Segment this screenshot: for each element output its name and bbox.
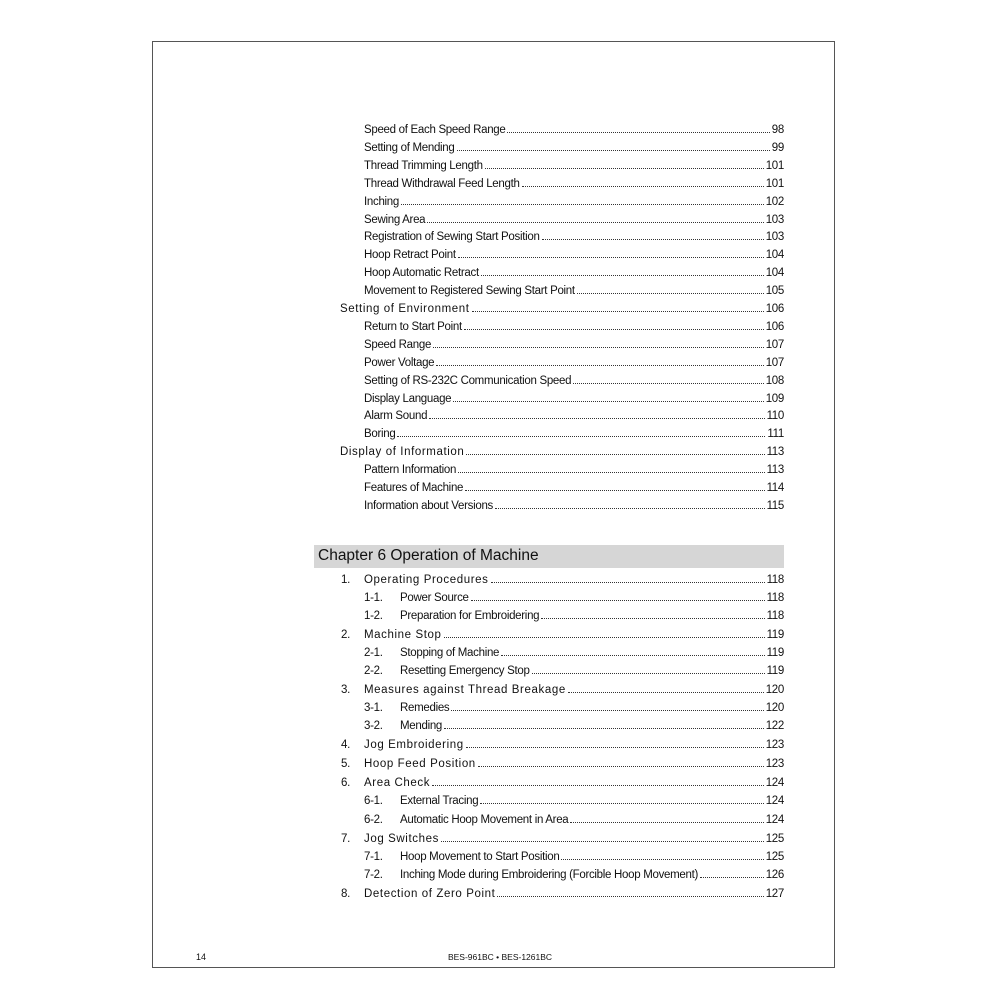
toc-entry-page: 104	[765, 249, 784, 262]
toc-entry-title: Measures against Thread Breakage	[364, 684, 566, 696]
toc-entry-page: 101	[765, 159, 784, 172]
toc-entry-page: 119	[766, 665, 784, 677]
leader-dots	[561, 858, 763, 860]
leader-dots	[507, 131, 769, 133]
toc-section-entry[interactable]	[340, 446, 784, 464]
toc-entry-number: 3-2.	[364, 720, 383, 732]
leader-dots	[401, 203, 764, 205]
leader-dots	[495, 507, 765, 509]
toc-entry[interactable]	[364, 869, 784, 887]
toc-entry-page: 103	[765, 231, 784, 244]
toc-entry-title: Area Check	[364, 777, 431, 789]
toc-entry[interactable]	[364, 702, 784, 720]
toc-entry-number: 5.	[341, 758, 350, 770]
leader-dots	[471, 599, 765, 601]
toc-entry-number: 6.	[341, 777, 350, 789]
leader-dots	[497, 895, 763, 897]
leader-dots	[542, 238, 764, 240]
leader-dots	[568, 691, 764, 693]
leader-dots	[465, 489, 764, 491]
toc-section-entry[interactable]	[341, 574, 784, 592]
leader-dots	[427, 221, 763, 223]
leader-dots	[433, 346, 764, 348]
toc-entry-page: 120	[765, 684, 784, 696]
toc-entry-number: 1.	[341, 574, 350, 586]
toc-entry-title: Detection of Zero Point	[364, 888, 496, 900]
leader-dots	[472, 310, 764, 312]
toc-entry-title: Hoop Movement to Start Position	[400, 851, 560, 863]
toc-entry-number: 2-2.	[364, 665, 383, 677]
toc-entry[interactable]	[364, 321, 784, 339]
toc-entry-page: 120	[765, 702, 784, 714]
toc-section-entry[interactable]	[341, 888, 784, 906]
leader-dots	[453, 400, 763, 402]
toc-entry-number: 1-1.	[364, 592, 383, 604]
toc-entry-number: 4.	[341, 739, 350, 751]
toc-entry-title: Display Language	[364, 392, 452, 405]
toc-entry-number: 7-1.	[364, 851, 383, 863]
toc-entry-title: Information about Versions	[364, 499, 494, 512]
toc-entry-page: 103	[765, 213, 784, 226]
toc-entry-title: Mending	[400, 720, 443, 732]
toc-entry-title: Hoop Retract Point	[364, 249, 456, 262]
leader-dots	[466, 746, 764, 748]
toc-entry-title: Resetting Emergency Stop	[400, 665, 530, 677]
toc-entry-number: 6-2.	[364, 814, 383, 826]
toc-entry-title: Display of Information	[340, 446, 465, 459]
toc-entry[interactable]	[364, 795, 784, 813]
toc-entry[interactable]	[364, 665, 784, 683]
toc-entry-title: Movement to Registered Sewing Start Point	[364, 285, 575, 298]
toc-entry-page: 119	[766, 647, 784, 659]
toc-entry-title: Return to Start Point	[364, 320, 462, 333]
leader-dots	[478, 765, 764, 767]
toc-entry-title: Thread Trimming Length	[364, 159, 483, 172]
toc-entry-page: 123	[765, 739, 784, 751]
toc-entry-title: Pattern Information	[364, 464, 457, 477]
leader-dots	[444, 636, 765, 638]
toc-entry-page: 118	[766, 574, 784, 586]
toc-section-entry[interactable]	[341, 684, 784, 702]
toc-section-entry[interactable]	[341, 833, 784, 851]
toc-entry-number: 1-2.	[364, 610, 383, 622]
leader-dots	[577, 292, 764, 294]
leader-dots	[458, 256, 764, 258]
toc-entry-page: 124	[765, 795, 784, 807]
leader-dots	[541, 617, 764, 619]
toc-entry-page: 102	[765, 195, 784, 208]
leader-dots	[436, 364, 763, 366]
leader-dots	[441, 840, 764, 842]
toc-entry-page: 124	[765, 814, 784, 826]
toc-entry-title: Setting of Environment	[340, 303, 470, 315]
toc-entry[interactable]	[364, 178, 784, 196]
toc-entry-page: 113	[766, 464, 784, 477]
toc-entry-number: 7.	[341, 833, 350, 845]
toc-entry-page: 125	[765, 833, 784, 845]
toc-section-entry[interactable]	[341, 629, 784, 647]
toc-entry-title: Power Voltage	[364, 356, 435, 369]
toc-entry-page: 123	[765, 758, 784, 770]
leader-dots	[397, 435, 765, 437]
toc-entry-title: Inching Mode during Embroidering (Forcible Hoop Movement)	[400, 869, 699, 881]
toc-entry[interactable]	[364, 393, 784, 411]
toc-entry[interactable]	[364, 851, 784, 869]
leader-dots	[458, 471, 764, 473]
leader-dots	[444, 727, 764, 729]
toc-entry-title: Speed Range	[364, 338, 432, 351]
toc-entry-title: Jog Embroidering	[364, 739, 464, 751]
toc-entry-page: 126	[765, 869, 784, 881]
toc-entry-page: 111	[767, 428, 784, 441]
toc-section-entry[interactable]	[341, 777, 784, 795]
toc-entry[interactable]	[364, 339, 784, 357]
toc-entry-title: Alarm Sound	[364, 410, 428, 423]
toc-entry[interactable]	[364, 142, 784, 160]
toc-entry-page: 118	[766, 610, 784, 622]
toc-entry-title: Hoop Feed Position	[364, 758, 476, 770]
toc-entry-page: 107	[765, 356, 784, 369]
toc-entry-title: Preparation for Embroidering	[400, 610, 540, 622]
leader-dots	[432, 784, 764, 786]
toc-entry-page: 104	[765, 267, 784, 280]
toc-entry[interactable]	[364, 428, 784, 446]
toc-entry[interactable]	[364, 375, 784, 393]
toc-entry[interactable]	[364, 267, 784, 285]
leader-dots	[522, 185, 764, 187]
toc-section-entry[interactable]	[341, 758, 784, 776]
toc-entry-number: 3.	[341, 684, 350, 696]
toc-entry-page: 98	[771, 124, 784, 136]
toc-entry-title: Registration of Sewing Start Position	[364, 231, 540, 244]
toc-entry[interactable]	[364, 410, 784, 428]
leader-dots	[501, 654, 764, 656]
toc-entry-page: 110	[766, 410, 784, 423]
toc-entry-title: Hoop Automatic Retract	[364, 267, 479, 280]
toc-entry[interactable]	[364, 592, 784, 610]
leader-dots	[491, 581, 765, 583]
toc-entry-title: Setting of RS-232C Communication Speed	[364, 374, 572, 387]
toc-entry-page: 101	[765, 177, 784, 190]
toc-entry-title: Power Source	[400, 592, 469, 604]
leader-dots	[429, 417, 764, 419]
toc-section-entry[interactable]	[340, 303, 784, 321]
toc-entry-title: Remedies	[400, 702, 450, 714]
toc-entry-page: 113	[766, 446, 784, 459]
toc-entry[interactable]	[364, 249, 784, 267]
leader-dots	[700, 876, 764, 878]
toc-entry[interactable]	[364, 124, 784, 142]
page-number: 14	[196, 952, 207, 962]
toc-entry-page: 124	[765, 777, 784, 789]
toc-entry-title: Jog Switches	[364, 833, 439, 845]
toc-entry[interactable]	[364, 160, 784, 178]
leader-dots	[485, 167, 764, 169]
toc-entry-number: 8.	[341, 888, 350, 900]
leader-dots	[451, 709, 763, 711]
toc-entry-page: 106	[765, 303, 784, 315]
leader-dots	[532, 672, 765, 674]
toc-entry-page: 99	[771, 141, 784, 154]
leader-dots	[573, 382, 763, 384]
toc-entry-number: 2.	[341, 629, 350, 641]
toc-entry-title: External Tracing	[400, 795, 479, 807]
leader-dots	[480, 802, 763, 804]
leader-dots	[481, 274, 764, 276]
toc-entry[interactable]	[364, 500, 784, 518]
toc-entry[interactable]	[364, 214, 784, 232]
toc-entry[interactable]	[364, 285, 784, 303]
toc-entry-title: Setting of Mending	[364, 141, 455, 154]
toc-entry-title: Machine Stop	[364, 629, 442, 641]
toc-entry-number: 7-2.	[364, 869, 383, 881]
toc-entry[interactable]	[364, 464, 784, 482]
toc-entry[interactable]	[364, 647, 784, 665]
toc-entry-page: 109	[765, 392, 784, 405]
toc-entry-page: 125	[765, 851, 784, 863]
chapter-heading: Chapter 6 Operation of Machine	[318, 547, 539, 564]
toc-entry-page: 127	[765, 888, 784, 900]
toc-entry-title: Stopping of Machine	[400, 647, 500, 659]
toc-entry[interactable]	[364, 196, 784, 214]
chapter-heading-bar	[314, 545, 784, 568]
leader-dots	[457, 149, 770, 151]
toc-entry[interactable]	[364, 814, 784, 832]
toc-entry-title: Boring	[364, 428, 396, 441]
toc-entry[interactable]	[364, 357, 784, 375]
leader-dots	[466, 453, 764, 455]
toc-entry-page: 119	[766, 629, 784, 641]
leader-dots	[570, 821, 763, 823]
toc-entry-page: 114	[766, 482, 784, 494]
toc-entry[interactable]	[364, 610, 784, 628]
toc-entry-title: Automatic Hoop Movement in Area	[400, 814, 569, 826]
toc-entry[interactable]	[364, 231, 784, 249]
toc-entry-title: Thread Withdrawal Feed Length	[364, 177, 520, 190]
toc-entry-page: 108	[765, 374, 784, 387]
toc-entry-page: 118	[766, 592, 784, 604]
toc-section-entry[interactable]	[341, 739, 784, 757]
toc-entry[interactable]	[364, 482, 784, 500]
toc-entry-page: 107	[765, 338, 784, 351]
toc-entry[interactable]	[364, 720, 784, 738]
toc-entry-page: 115	[766, 499, 784, 512]
toc-entry-title: Features of Machine	[364, 482, 464, 494]
toc-entry-title: Inching	[364, 195, 399, 208]
footer-model: BES-961BC • BES-1261BC	[447, 952, 553, 962]
toc-entry-number: 3-1.	[364, 702, 383, 714]
leader-dots	[464, 328, 764, 330]
toc-entry-number: 2-1.	[364, 647, 383, 659]
toc-entry-page: 122	[765, 720, 784, 732]
toc-entry-title: Sewing Area	[364, 213, 426, 226]
toc-entry-title: Speed of Each Speed Range	[364, 124, 506, 136]
toc-entry-page: 106	[765, 320, 784, 333]
toc-entry-page: 105	[765, 285, 784, 298]
toc-entry-number: 6-1.	[364, 795, 383, 807]
toc-entry-title: Operating Procedures	[364, 574, 489, 586]
